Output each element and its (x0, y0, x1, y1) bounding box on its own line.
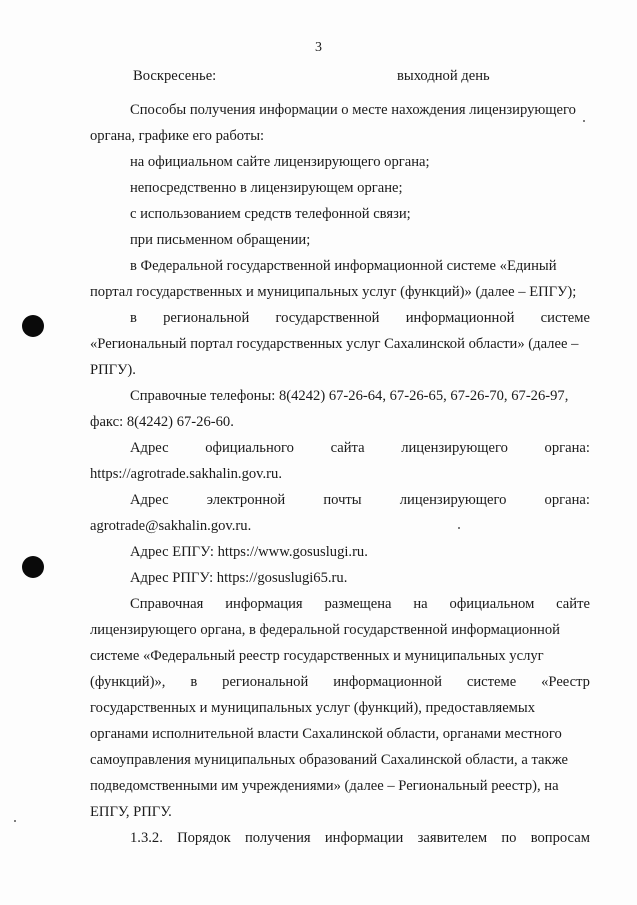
word: Адрес (130, 492, 169, 508)
word: по (501, 830, 517, 846)
paragraph-line: «Региональный портал государственных услуг Сахалинской области» (далее – (90, 336, 579, 352)
paragraph-line-justified (90, 673, 590, 691)
paragraph-line: органа, графике его работы: (90, 128, 265, 144)
word: Порядок (177, 830, 231, 846)
word: Справочная (130, 596, 204, 612)
punch-hole-bottom (22, 556, 44, 578)
punch-hole-top (22, 315, 44, 337)
list-item: непосредственно в лицензирующем органе; (130, 180, 403, 196)
schedule-value: выходной день (397, 68, 490, 84)
word: в (130, 310, 137, 326)
word: официальном (449, 596, 535, 612)
paragraph-line: государственных и муниципальных услуг (функций), предоставляемых (90, 700, 536, 716)
word: информация (225, 596, 303, 612)
word: почты (323, 492, 362, 508)
schedule-row (133, 67, 593, 85)
word: Адрес (130, 440, 169, 456)
word: заявителем (417, 830, 488, 846)
scan-speck (14, 820, 16, 822)
word: информационной (405, 310, 515, 326)
paragraph-line: подведомственными им учреждениями» (далее – Региональный реестр), на (90, 778, 559, 794)
paragraph-line: Справочные телефоны: 8(4242) 67-26-64, 67-26-65, 67-26-70, 67-26-97, (130, 388, 569, 404)
paragraph-line: факс: 8(4242) 67-26-60. (90, 414, 234, 430)
paragraph-line: Способы получения информации о месте нахождения лицензирующего (130, 102, 576, 118)
word: электронной (206, 492, 286, 508)
word: региональной (222, 674, 309, 690)
word: в (190, 674, 198, 690)
word: информации (324, 830, 404, 846)
scan-speck (583, 120, 585, 122)
schedule-day: Воскресенье: (133, 68, 217, 84)
section-heading-line (130, 829, 590, 847)
word: на (413, 596, 428, 612)
word: 1.3.2. (130, 830, 163, 846)
paragraph-line-justified (130, 439, 590, 457)
page-number: 3 (315, 40, 322, 55)
site-url: https://agrotrade.sakhalin.gov.ru. (90, 466, 282, 482)
paragraph-line: в Федеральной государственной информационной системе «Единый (130, 258, 557, 274)
email-address: agrotrade@sakhalin.gov.ru. (90, 518, 252, 534)
word: лицензирующего (399, 492, 507, 508)
list-item: на официальном сайте лицензирующего органа; (130, 154, 430, 170)
word: органа: (544, 440, 590, 456)
word: сайта (330, 440, 365, 456)
paragraph-line: портал государственных и муниципальных услуг (функций)» (далее – ЕПГУ); (90, 284, 577, 300)
word: сайте (556, 596, 590, 612)
list-item: при письменном обращении; (130, 232, 311, 248)
paragraph-line: органами исполнительной власти Сахалинской области, органами местного (90, 726, 562, 742)
paragraph-line-justified (130, 309, 590, 327)
paragraph-line: РПГУ). (90, 362, 136, 378)
rpgu-address: Адрес РПГУ: https://gosuslugi65.ru. (130, 570, 348, 586)
paragraph-line: лицензирующего органа, в федеральной государственной информационной (90, 622, 560, 638)
paragraph-line-justified (130, 595, 590, 613)
word: размещена (324, 596, 392, 612)
word: получения (244, 830, 311, 846)
word: системе (466, 674, 517, 690)
list-item: с использованием средств телефонной связи; (130, 206, 411, 222)
epgu-address: Адрес ЕПГУ: https://www.gosuslugi.ru. (130, 544, 368, 560)
word: официального (205, 440, 294, 456)
word: органа: (544, 492, 590, 508)
word: региональной (163, 310, 250, 326)
word: системе (540, 310, 590, 326)
paragraph-line-justified (130, 491, 590, 509)
word: «Реестр (541, 674, 590, 690)
word: (функций)», (90, 674, 166, 690)
word: вопросам (530, 830, 590, 846)
word: лицензирующего (401, 440, 508, 456)
paragraph-line: системе «Федеральный реестр государственных и муниципальных услуг (90, 648, 544, 664)
paragraph-line: самоуправления муниципальных образований Сахалинской области, а также (90, 752, 568, 768)
paragraph-line: ЕПГУ, РПГУ. (90, 804, 172, 820)
word: информационной (333, 674, 442, 690)
word: государственной (275, 310, 380, 326)
